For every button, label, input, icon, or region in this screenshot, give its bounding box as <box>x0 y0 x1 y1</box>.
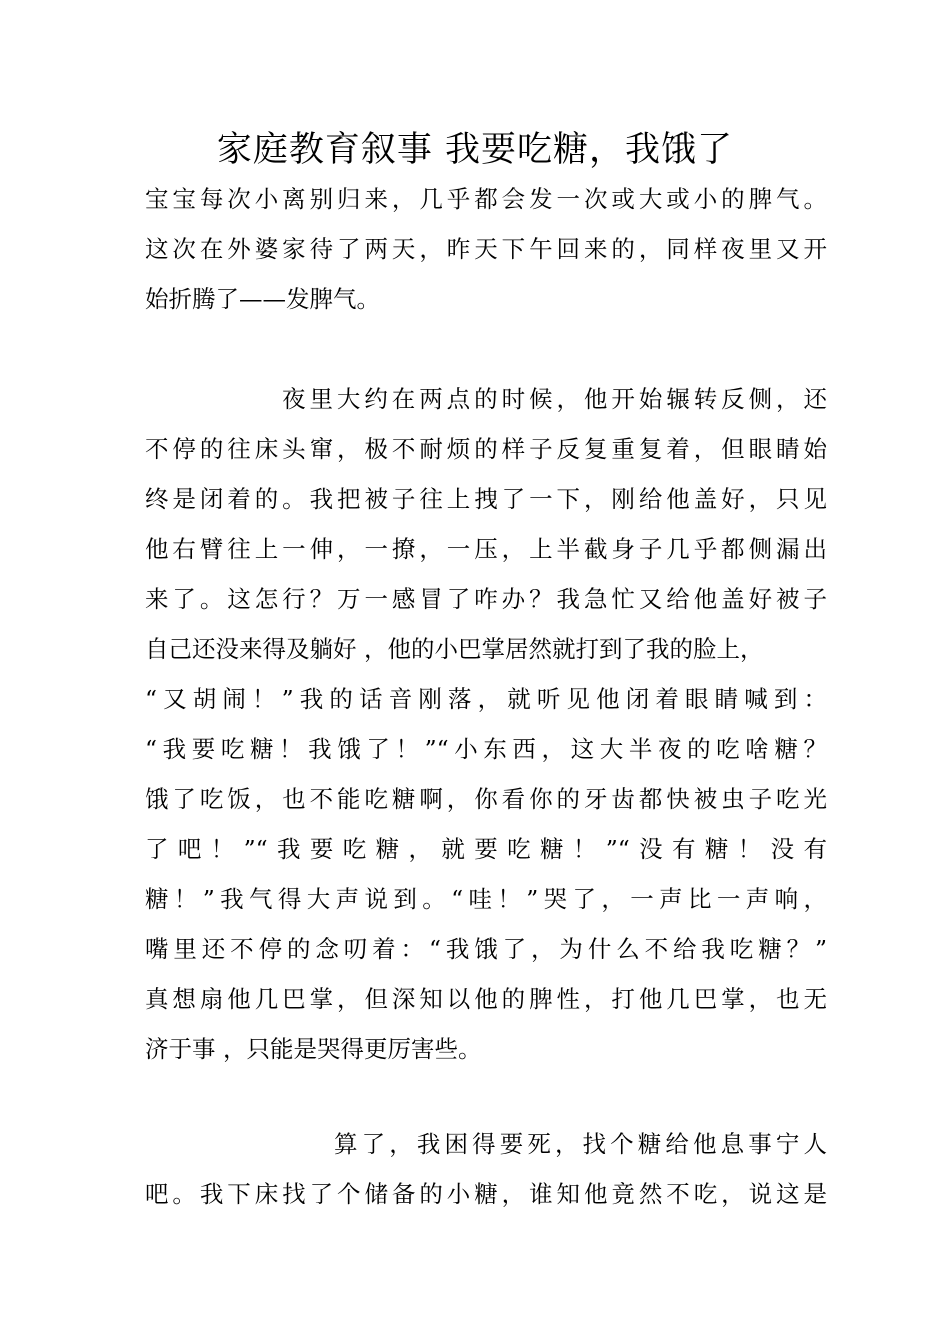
paragraph-line: 他右臂往上一伸，一撩，一压，上半截身子几乎都侧漏出 <box>145 535 827 563</box>
paragraph-2 <box>145 374 827 1074</box>
paragraph-line: 吧。我下床找了个储备的小糖，谁知他竟然不吃，说这是 <box>145 1180 827 1208</box>
paragraph-line: 宝宝每次小离别归来，几乎都会发一次或大或小的脾气。 <box>145 185 827 213</box>
paragraph-line: 始折腾了——发脾气。 <box>145 285 380 313</box>
paragraph-line: 糖！”我气得大声说到。“哇！”哭了，一声比一声响， <box>145 885 827 913</box>
paragraph-line: 了吧！”“我要吃糖，就要吃糖！”“没有糖！没有 <box>145 835 827 863</box>
paragraph-line: 这次在外婆家待了两天，昨天下午回来的，同样夜里又开 <box>145 235 827 263</box>
paragraph-line: 来了。这怎行？万一感冒了咋办？我急忙又给他盖好被子 <box>145 585 827 613</box>
document-title: 家庭教育叙事 我要吃糖，我饿了 <box>216 130 734 170</box>
paragraph-line: 终是闭着的。我把被子往上拽了一下，刚给他盖好，只见 <box>145 485 827 513</box>
paragraph-line: 真想扇他几巴掌，但深知以他的脾性，打他几巴掌，也无 <box>145 985 827 1013</box>
paragraph-line: 饿了吃饭，也不能吃糖啊，你看你的牙齿都快被虫子吃光 <box>145 785 827 813</box>
paragraph-line: “又胡闹！”我的话音刚落，就听见他闭着眼睛喊到： <box>145 685 827 713</box>
paragraph-line: “我要吃糖！我饿了！”“小东西，这大半夜的吃啥糖？ <box>145 735 827 763</box>
paragraph-line: 济于事 ，只能是哭得更厉害些。 <box>145 1035 482 1063</box>
paragraph-line: 夜里大约在两点的时候，他开始辗转反侧，还 <box>282 385 827 413</box>
paragraph-1 <box>145 174 827 324</box>
paragraph-line: 自己还没来得及躺好 ，他的小巴掌居然就打到了我的脸上， <box>145 635 764 663</box>
paragraph-line: 算了，我困得要死，找个糖给他息事宁人 <box>334 1130 827 1158</box>
paragraph-line: 不停的往床头窜，极不耐烦的样子反复重复着，但眼睛始 <box>145 435 827 463</box>
paragraph-line: 嘴里还不停的念叨着：“我饿了，为什么不给我吃糖？” <box>145 935 827 963</box>
paragraph-3 <box>145 1119 827 1219</box>
